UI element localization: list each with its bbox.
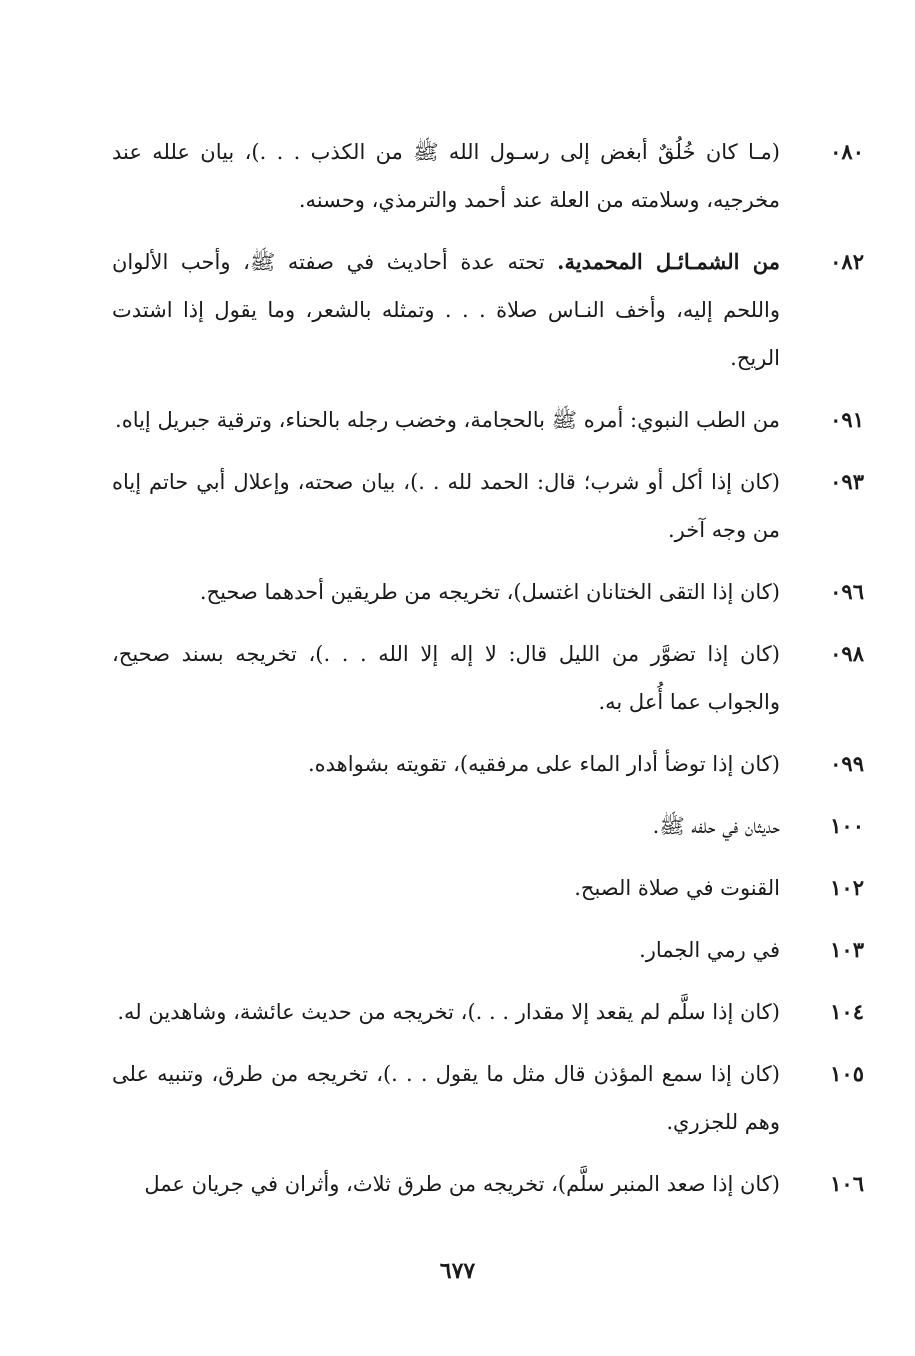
entry-number: ٠٩٣ [830, 469, 864, 494]
entry-number: ٠٩٨ [830, 641, 864, 666]
entry-text [112, 926, 780, 974]
index-list [112, 128, 864, 1222]
index-entry [112, 1160, 864, 1208]
entry-body: (كان إذا تضوَّر من الليل قال: لا إله إلا الله . . .)، تخريجه بسند صحيح، والجواب عما أُعل به. [112, 642, 780, 714]
entry-text [112, 396, 780, 444]
entry-body: (كان إذا صعد المنبر سلَّم)، تخريجه من طرق ثلاث، وأثران في جريان عمل [144, 1172, 780, 1196]
entry-number: ٠٩٩ [830, 751, 864, 776]
index-entry [112, 988, 864, 1036]
index-entry [112, 128, 864, 224]
index-entry [112, 458, 864, 554]
page-number: ٦٧٧ [439, 1258, 476, 1284]
entry-body: (كان إذا التقى الختانان اغتسل)، تخريجه من طريقين أحدهما صحيح. [199, 580, 780, 604]
entry-text [112, 238, 780, 382]
entry-text [112, 864, 780, 912]
entry-text [112, 988, 780, 1036]
entry-body: (مـا كان خُلُقٌ أبغض إلى رسـول الله ﷺ من الكذب . . .)، بيان علله عند مخرجيه، وسلامته من العلة عند أحمد والترمذي، وحسنه. [112, 140, 780, 212]
index-entry [112, 396, 864, 444]
entry-number: ١٠٣ [830, 937, 864, 962]
entry-number: ٠٩١ [830, 407, 864, 432]
entry-body: من الطب النبوي: أمره ﷺ بالحجامة، وخضب رجله بالحناء، وترقية جبريل إياه. [115, 408, 780, 432]
entry-number: ١٠٠ [830, 813, 864, 838]
index-entry [112, 926, 864, 974]
entry-body: (كان إذا سمع المؤذن قال مثل ما يقول . . .)، تخريجه من طرق، وتنبيه على وهم للجزري. [112, 1062, 780, 1134]
entry-body: (كان إذا أكل أو شرب؛ قال: الحمد لله . .)، بيان صحته، وإعلال أبي حاتم إياه من وجه آخر. [112, 470, 780, 542]
entry-body: في رمي الجمار. [639, 938, 780, 962]
entry-text [112, 568, 780, 616]
entry-number: ٠٩٦ [830, 579, 864, 604]
index-entry [112, 802, 864, 850]
entry-lead: من الشمـائـل المحمدية. [557, 249, 780, 274]
entry-body: تحته عدة أحاديث في صفته ﷺ، وأحب الألوان واللحم إليه، وأخف النـاس صلاة . . . وتمثله بالشعر، وما يقول إذا اشتدت الريح. [112, 250, 780, 370]
index-entry [112, 740, 864, 788]
entry-body: حديثان في حلفه ﷺ. [652, 814, 780, 838]
entry-number: ٠٨٢ [830, 249, 864, 274]
entry-number: ١٠٦ [830, 1171, 864, 1196]
entry-text [112, 740, 780, 788]
index-entry [112, 238, 864, 382]
entry-body: (كان إذا سلَّم لم يقعد إلا مقدار . . .)، تخريجه من حديث عائشة، وشاهدين له. [117, 1000, 780, 1024]
entry-text [112, 802, 780, 850]
entry-body: (كان إذا توضأ أدار الماء على مرفقيه)، تقويته بشواهده. [307, 752, 780, 776]
entry-number: ٠٨٠ [830, 139, 864, 164]
entry-text [112, 1160, 780, 1208]
entry-number: ١٠٥ [830, 1061, 864, 1086]
entry-text [112, 128, 780, 224]
entry-body: القنوت في صلاة الصبح. [574, 876, 780, 900]
entry-number: ١٠٤ [830, 999, 864, 1024]
index-entry [112, 864, 864, 912]
entry-text [112, 1050, 780, 1146]
index-entry [112, 568, 864, 616]
entry-number: ١٠٢ [830, 875, 864, 900]
index-entry [112, 630, 864, 726]
entry-text [112, 630, 780, 726]
index-entry [112, 1050, 864, 1146]
entry-text [112, 458, 780, 554]
